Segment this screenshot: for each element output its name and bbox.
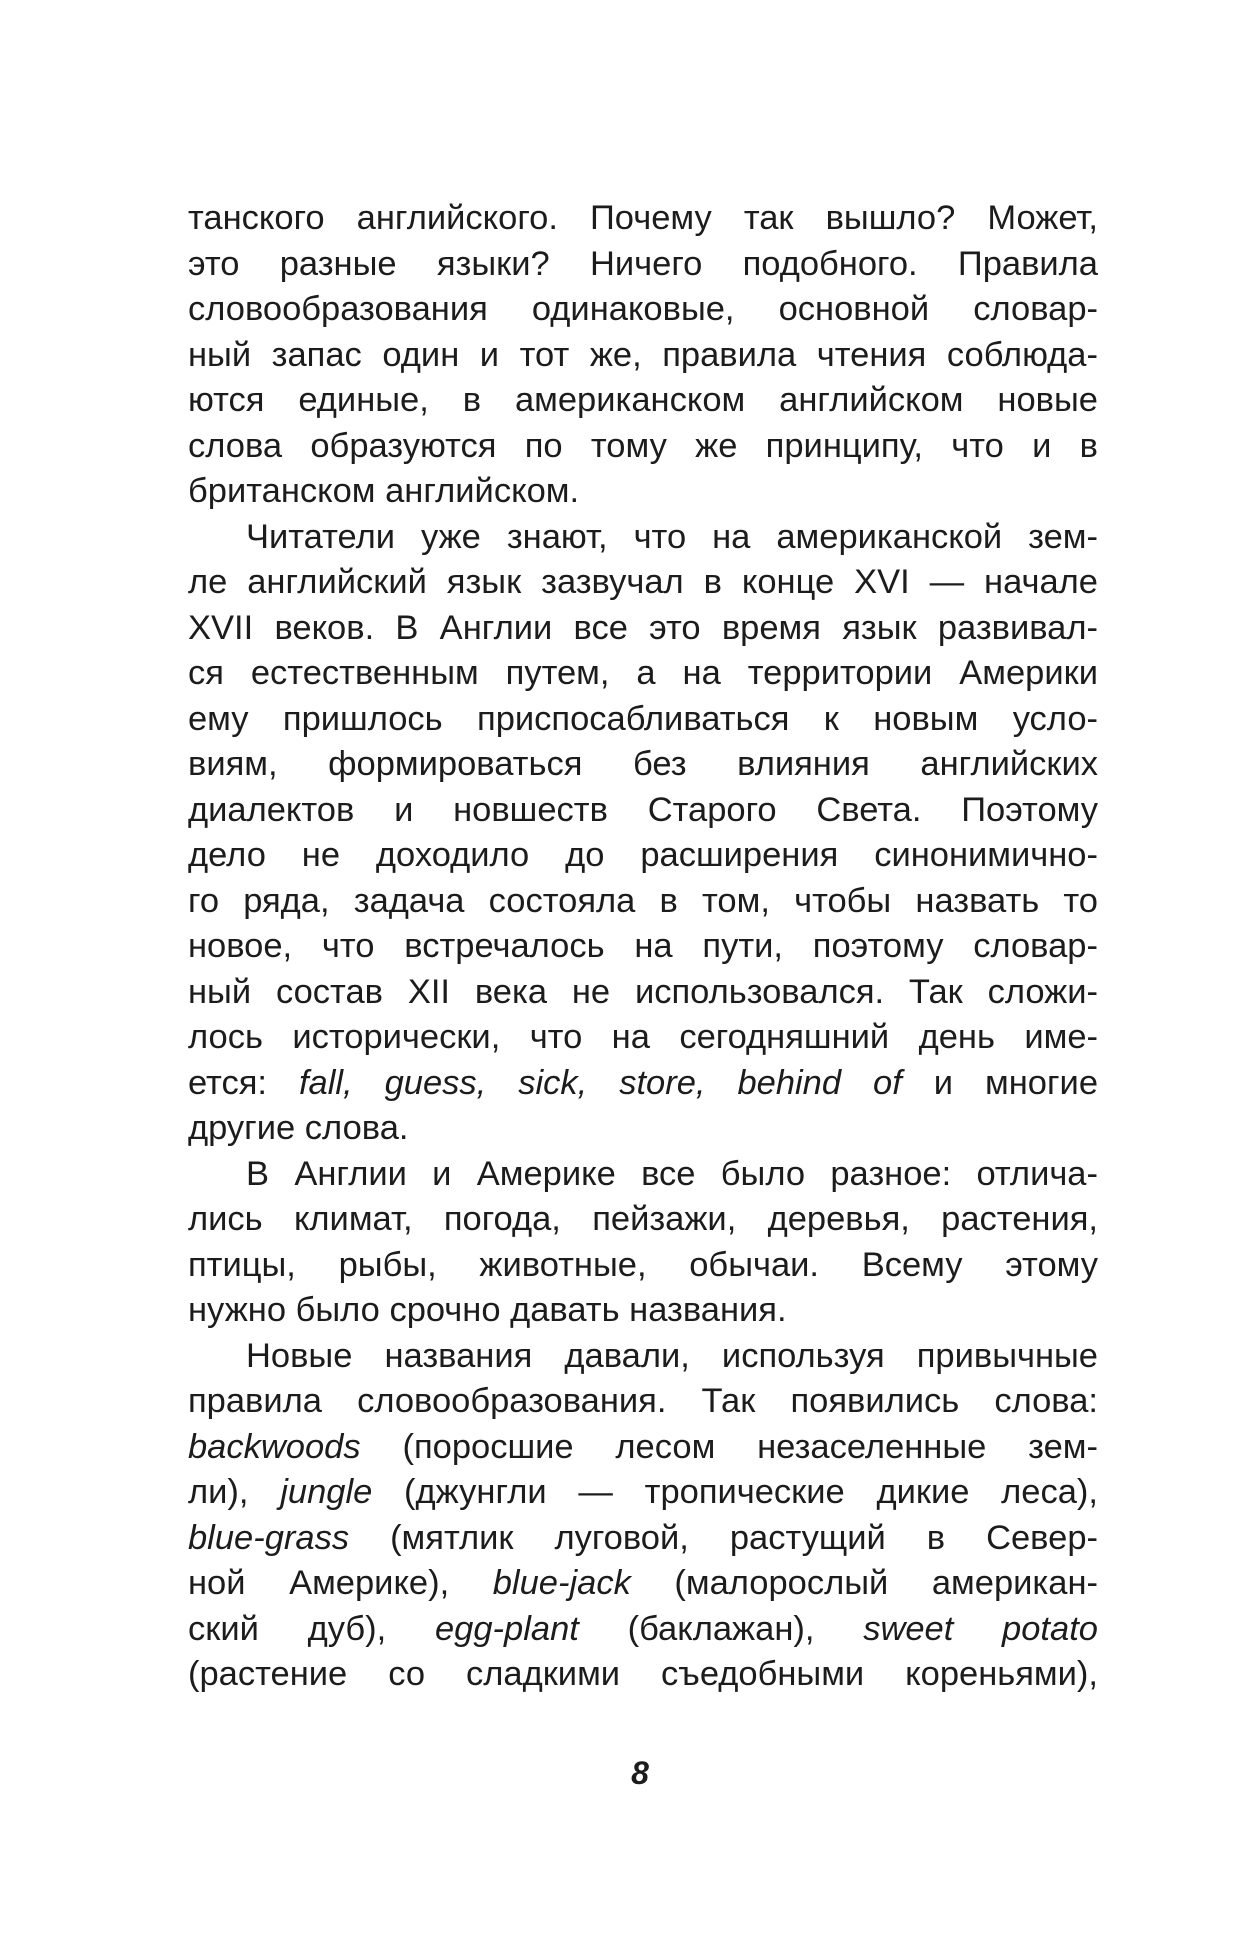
text-line: (растение со сладкими съедобными кореньями),	[188, 1655, 1098, 1693]
text-line: XVII веков. В Англии все это время язык развивал-	[188, 608, 1098, 647]
text-line-mixed	[188, 1061, 1098, 1107]
english-word-italic: backwoods	[188, 1427, 361, 1466]
text-line: го ряда, задача состояла в том, чтобы назвать то	[188, 881, 1098, 920]
text-line-mixed	[188, 1470, 1098, 1516]
text-line-mixed	[188, 1516, 1098, 1562]
text-line: Читатели уже знают, что на американской зем-	[246, 517, 1098, 556]
text-line: Новые названия давали, используя привычные	[246, 1336, 1098, 1375]
text-line: ся естественным путем, а на территории Америки	[188, 654, 1098, 692]
page-number: 8	[631, 1755, 649, 1791]
english-words-italic: fall, guess, sick, store, behind of	[298, 1063, 902, 1102]
text-line: ему пришлось приспосабливаться к новым усло-	[188, 699, 1098, 738]
text-line: нужно было срочно давать названия.	[188, 1291, 787, 1329]
text-line-mixed	[188, 1425, 1098, 1471]
text-line: ный запас один и тот же, правила чтения соблюда-	[188, 335, 1098, 374]
text-run: ной Америке),	[188, 1564, 493, 1602]
english-word-italic: blue-grass	[188, 1518, 350, 1557]
text-line: танского английского. Почему так вышло? Может,	[188, 199, 1098, 237]
english-word-italic: blue-jack	[492, 1564, 631, 1602]
text-run: ется:	[188, 1063, 299, 1102]
text-line: птицы, рыбы, животные, обычаи. Всему этому	[188, 1245, 1098, 1284]
body-text	[188, 196, 1098, 1698]
text-line: диалектов и новшеств Старого Света. Поэтому	[188, 790, 1098, 829]
text-line: новое, что встречалось на пути, поэтому словар-	[188, 927, 1098, 965]
text-run: (поросшие лесом незаселенные зем-	[360, 1427, 1098, 1466]
text-line: словообразования одинаковые, основной словар-	[188, 290, 1098, 328]
text-run: (джунгли — тропические дикие леса),	[372, 1473, 1098, 1511]
text-run: (баклажан),	[578, 1609, 864, 1648]
english-word-italic: egg-plant	[434, 1609, 579, 1648]
text-line: В Англии и Америке все было разное: отлича-	[246, 1154, 1098, 1193]
text-line: слова образуются по тому же принципу, что и в	[188, 426, 1098, 465]
text-line: ный состав XII века не использовался. Так сложи-	[188, 972, 1098, 1011]
text-run: и многие	[901, 1063, 1099, 1102]
text-line: правила словообразования. Так появились слова:	[188, 1382, 1098, 1420]
english-word-italic: sweet potato	[863, 1609, 1098, 1648]
text-line: лось исторически, что на сегодняшний день име-	[188, 1018, 1098, 1056]
text-line: другие слова.	[188, 1109, 409, 1147]
text-line: лись климат, погода, пейзажи, деревья, растения,	[188, 1200, 1098, 1238]
text-line-mixed	[188, 1607, 1098, 1653]
text-line: дело не доходило до расширения синонимично-	[188, 836, 1098, 874]
text-line: британском английском.	[188, 472, 580, 510]
text-line-mixed	[188, 1561, 1098, 1607]
text-run: ский дуб),	[188, 1609, 435, 1648]
text-line: ле английский язык зазвучал в конце XVI — начале	[188, 563, 1098, 601]
text-line: виям, формироваться без влияния английских	[188, 745, 1098, 783]
text-line: это разные языки? Ничего подобного. Правила	[188, 244, 1098, 283]
text-line: ются единые, в американском английском новые	[188, 381, 1098, 419]
text-run: (мятлик луговой, растущий в Север-	[349, 1518, 1098, 1557]
english-word-italic: jungle	[280, 1473, 373, 1511]
text-run: ли),	[188, 1473, 281, 1511]
text-run: (малорослый американ-	[630, 1564, 1098, 1602]
